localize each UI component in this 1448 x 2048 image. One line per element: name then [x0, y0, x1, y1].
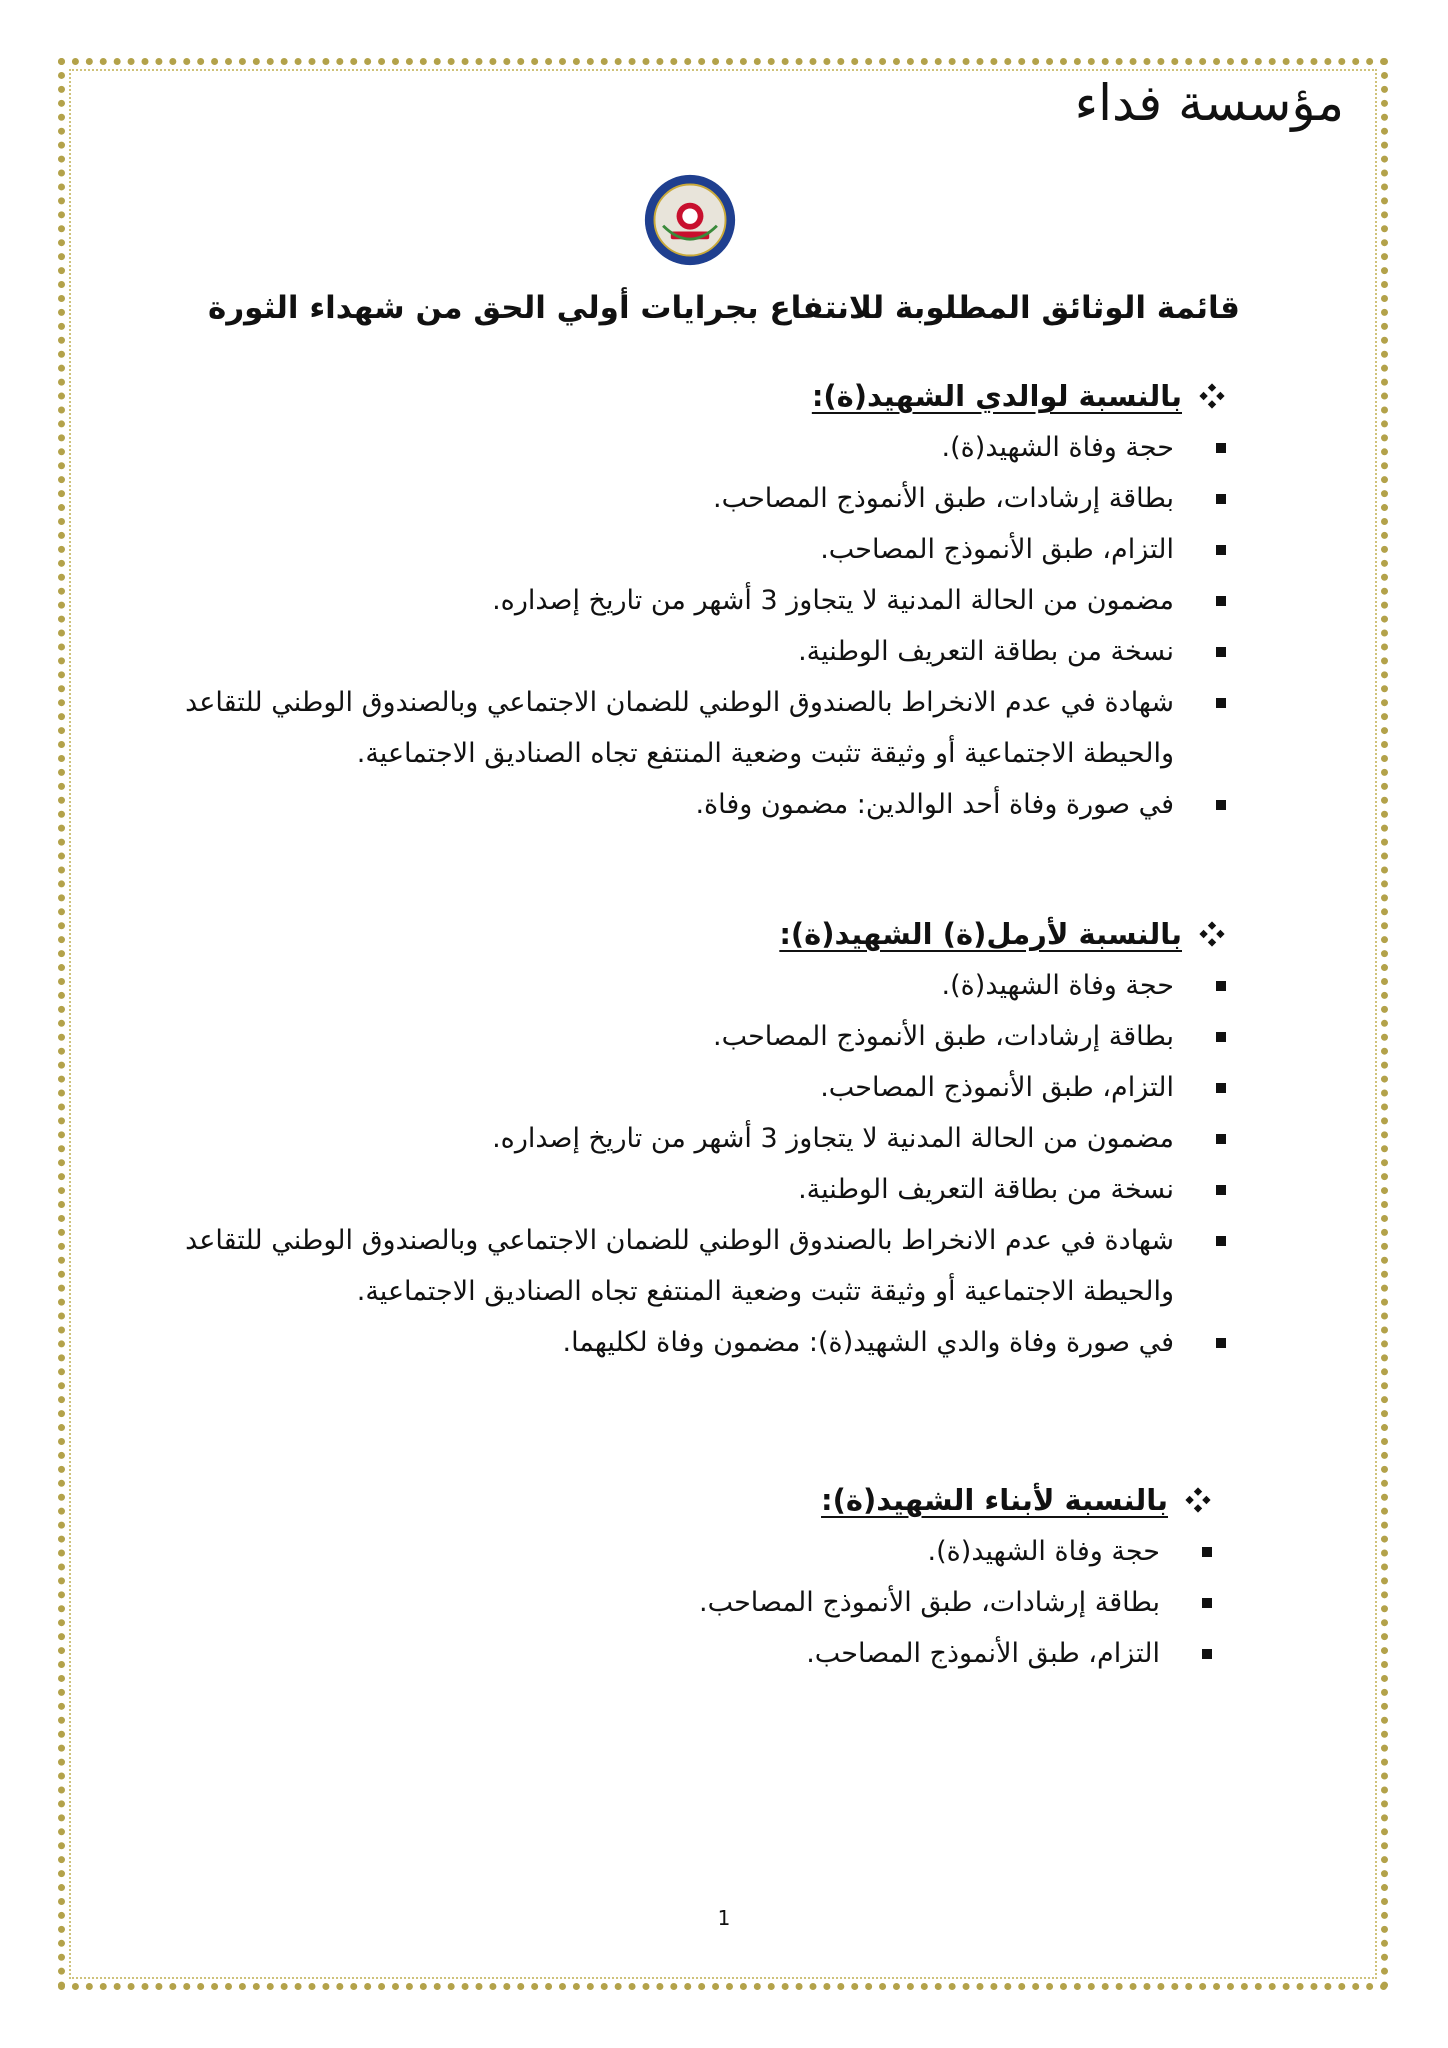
list-item-text: مضمون من الحالة المدنية لا يتجاوز 3 أشهر من تاريخ إصداره.	[492, 585, 1174, 616]
list-item	[171, 1113, 1226, 1164]
square-bullet-icon	[1216, 1185, 1226, 1195]
square-bullet-icon	[1216, 596, 1226, 606]
section-heading	[212, 1474, 1212, 1526]
square-bullet-icon	[1216, 545, 1226, 555]
four-diamond-icon	[1184, 1486, 1212, 1514]
foundation-seal-icon	[642, 172, 738, 268]
list-item-text: حجة وفاة الشهيد(ة).	[927, 1536, 1160, 1567]
square-bullet-icon	[1216, 443, 1226, 453]
list-item	[212, 1628, 1212, 1679]
list-item-text: نسخة من بطاقة التعريف الوطنية.	[798, 636, 1174, 667]
list-item	[171, 1215, 1226, 1317]
section-parents	[171, 370, 1226, 830]
square-bullet-icon	[1202, 1547, 1212, 1557]
section-heading-label: بالنسبة لوالدي الشهيد(ة):	[811, 379, 1182, 413]
list-item	[171, 1164, 1226, 1215]
section-widow	[171, 908, 1226, 1368]
list-item	[171, 677, 1226, 779]
list-item	[212, 1577, 1212, 1628]
list-item-text: بطاقة إرشادات، طبق الأنموذج المصاحب.	[713, 1021, 1174, 1052]
square-bullet-icon	[1202, 1649, 1212, 1659]
square-bullet-icon	[1216, 1083, 1226, 1093]
square-bullet-icon	[1216, 800, 1226, 810]
list-item-text: شهادة في عدم الانخراط بالصندوق الوطني للضمان الاجتماعي وبالصندوق الوطني للتقاعد والحيطة الاجتماعية أو وثيقة تثبت وضعية المنتفع تجاه الصناديق الاجتماعية.	[185, 687, 1174, 769]
section-heading	[171, 908, 1226, 960]
list-item-text: التزام، طبق الأنموذج المصاحب.	[820, 1072, 1174, 1103]
list-item	[171, 524, 1226, 575]
square-bullet-icon	[1216, 698, 1226, 708]
list-item	[171, 422, 1226, 473]
list-item	[171, 626, 1226, 677]
document-title: قائمة الوثائق المطلوبة للانتفاع بجرايات أولي الحق من شهداء الثورة	[208, 290, 1240, 326]
square-bullet-icon	[1216, 647, 1226, 657]
four-diamond-icon	[1198, 920, 1226, 948]
list-item-text: حجة وفاة الشهيد(ة).	[941, 970, 1174, 1001]
list-item-text: مضمون من الحالة المدنية لا يتجاوز 3 أشهر من تاريخ إصداره.	[492, 1123, 1174, 1154]
list-item	[171, 473, 1226, 524]
list-item-text: حجة وفاة الشهيد(ة).	[941, 432, 1174, 463]
square-bullet-icon	[1216, 494, 1226, 504]
square-bullet-icon	[1216, 1338, 1226, 1348]
section-children	[212, 1474, 1212, 1679]
list-item-text: نسخة من بطاقة التعريف الوطنية.	[798, 1174, 1174, 1205]
list-item-text: شهادة في عدم الانخراط بالصندوق الوطني للضمان الاجتماعي وبالصندوق الوطني للتقاعد والحيطة الاجتماعية أو وثيقة تثبت وضعية المنتفع تجاه الصناديق الاجتماعية.	[185, 1225, 1174, 1307]
page-number: 1	[717, 1906, 731, 1930]
document-list	[171, 960, 1226, 1368]
square-bullet-icon	[1216, 981, 1226, 991]
section-heading	[171, 370, 1226, 422]
list-item	[171, 1317, 1226, 1368]
document-list	[212, 1526, 1212, 1679]
list-item-text: في صورة وفاة والدي الشهيد(ة): مضمون وفاة لكليهما.	[562, 1327, 1174, 1358]
section-heading-label: بالنسبة لأبناء الشهيد(ة):	[821, 1483, 1168, 1517]
square-bullet-icon	[1216, 1032, 1226, 1042]
list-item	[171, 779, 1226, 830]
list-item	[212, 1526, 1212, 1577]
organization-name: مؤسسة فداء	[1074, 74, 1344, 132]
section-heading-label: بالنسبة لأرمل(ة) الشهيد(ة):	[779, 917, 1182, 951]
square-bullet-icon	[1216, 1134, 1226, 1144]
list-item-text: بطاقة إرشادات، طبق الأنموذج المصاحب.	[713, 483, 1174, 514]
list-item	[171, 1062, 1226, 1113]
square-bullet-icon	[1202, 1598, 1212, 1608]
list-item	[171, 1011, 1226, 1062]
list-item-text: التزام، طبق الأنموذج المصاحب.	[806, 1638, 1160, 1669]
square-bullet-icon	[1216, 1236, 1226, 1246]
list-item-text: بطاقة إرشادات، طبق الأنموذج المصاحب.	[699, 1587, 1160, 1618]
list-item-text: التزام، طبق الأنموذج المصاحب.	[820, 534, 1174, 565]
list-item	[171, 575, 1226, 626]
list-item	[171, 960, 1226, 1011]
list-item-text: في صورة وفاة أحد الوالدين: مضمون وفاة.	[695, 789, 1174, 820]
document-list	[171, 422, 1226, 830]
four-diamond-icon	[1198, 382, 1226, 410]
